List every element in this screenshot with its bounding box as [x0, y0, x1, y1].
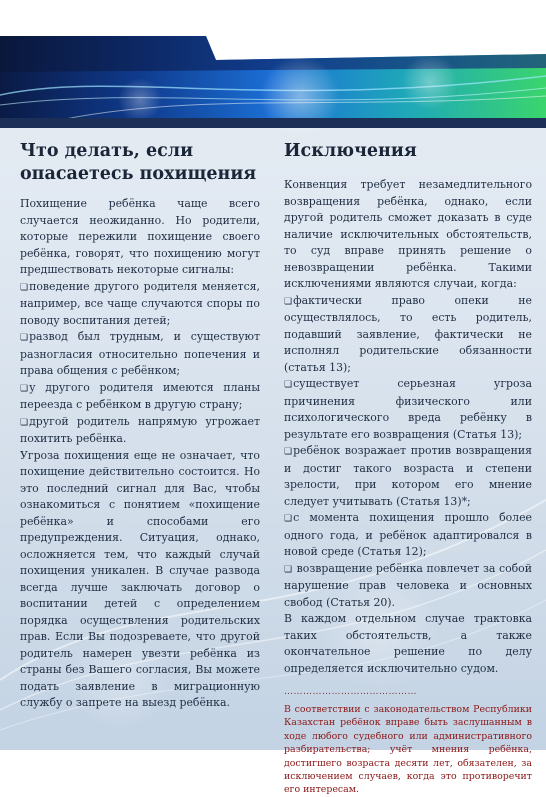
exception-item: [284, 293, 532, 377]
banner-graphic: [0, 0, 546, 128]
checkbox-bullet-icon: [20, 330, 29, 343]
exception-text: существует серьезная угроза причинения физического или психологического вреда ребёнку в результате его возвращения (Статья 13);: [284, 377, 532, 441]
court-paragraph: В каждом отдельном случае трактовка таких обстоятельств, а также окончательное решение по делу определяется исключительно судом.: [284, 612, 532, 675]
checkbox-bullet-icon: [284, 294, 293, 307]
left-column: [20, 140, 260, 712]
checkbox-bullet-icon: [20, 381, 29, 394]
footnote-separator: ……………………………………: [284, 687, 417, 697]
signal-text: поведение другого родителя меняется, например, все чаще случаются споры по поводу воспитания детей;: [20, 279, 260, 327]
right-column: [284, 140, 532, 797]
signal-item: [20, 279, 260, 330]
checkbox-bullet-icon: [284, 511, 293, 524]
exception-text: фактически право опеки не осуществлялось, то есть родитель, подавший заявление, фактически не исполнял родительские обязанности (статья 13);: [284, 293, 532, 374]
right-body: [284, 177, 532, 677]
signal-item: [20, 380, 260, 414]
checkbox-bullet-icon: [284, 562, 293, 575]
threat-paragraph: Угроза похищения еще не означает, что похищение действительно состоится. Но это последний сигнал для Вас, чтобы ознакомиться с понятием «похищение ребёнка» и способами его предупреждения. Ситуация, однако, осложняется тем, что каждый случай похищения уникален. В случае развода всегда лучше заключать договор о воспитании детей с определением порядка осуществления родительских прав. Если Вы подозреваете, что другой родитель намерен увезти ребёнка из страны без Вашего согласия, Вы можете подать заявление в миграционную службу о запрете на выезд ребёнка.: [20, 448, 260, 709]
checkbox-bullet-icon: [20, 415, 29, 428]
exception-text: с момента похищения прошло более одного года, и ребёнок адаптировался в новой среде (Статья 12);: [284, 511, 532, 558]
exception-item: [284, 561, 532, 612]
signal-item: [20, 414, 260, 448]
convention-paragraph: Конвенция требует незамедлительного возвращения ребёнка, однако, если другой родитель сможет доказать в суде наличие исключительных обстоятельств, то суд вправе принять решение о невозвращении ребёнка. Такими исключениями являются случаи, когда:: [284, 178, 532, 290]
header-banner: [0, 0, 546, 128]
left-heading: Что делать, если опасаетесь похищения: [20, 141, 257, 184]
exception-item: [284, 376, 532, 443]
left-body: [20, 196, 260, 712]
checkbox-bullet-icon: [20, 280, 29, 293]
exception-item: [284, 443, 532, 510]
right-heading: Исключения: [284, 141, 417, 161]
footnote: В соответствии с законодательством Республики Казахстан ребёнок вправе быть заслушанным в ходе любого судебного или административного разбирательства; учёт мнения ребёнка, достигшего возраста десяти лет, обязателен, за исключением случаев, когда это противоречит его интересам.: [284, 704, 532, 796]
signal-text: развод был трудным, и существуют разногласия относительно попечения и права общения с ребёнком;: [20, 330, 260, 377]
exception-text: ребёнок возражает против возвращения и достиг такого возраста и степени зрелости, при котором его мнение следует учитывать (Статья 13)*;: [284, 444, 532, 508]
intro-paragraph: Похищение ребёнка чаще всего случается неожиданно. Но родители, которые пережили похищение своего ребёнка, говорят, что похищению могут предшествовать некоторые сигналы:: [20, 197, 260, 276]
exception-item: [284, 510, 532, 561]
signal-item: [20, 329, 260, 380]
exception-text: возвращение ребёнка повлечет за собой нарушение прав человека и основных свобод (Статья 20).: [284, 561, 532, 609]
checkbox-bullet-icon: [284, 444, 293, 457]
signal-text: другой родитель напрямую угрожает похитить ребёнка.: [20, 414, 260, 445]
signal-text: у другого родителя имеются планы переезда с ребёнком в другую страну;: [20, 380, 260, 411]
checkbox-bullet-icon: [284, 377, 293, 390]
